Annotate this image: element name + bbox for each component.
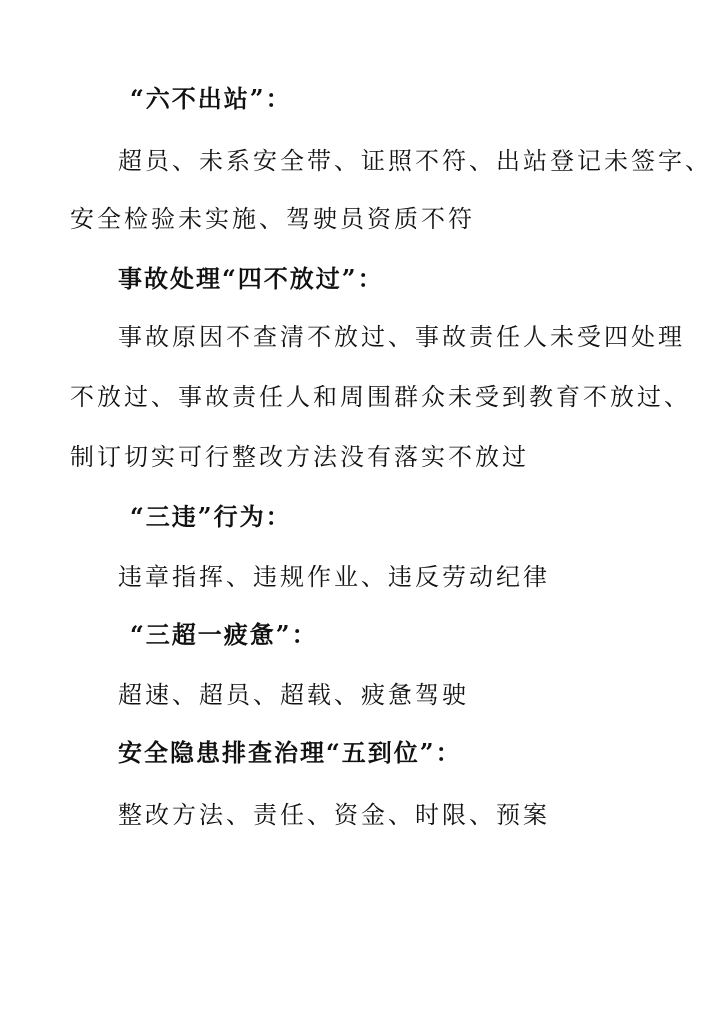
three-violations-heading: “三违”行为： xyxy=(130,502,292,531)
three-over-one-fatigue-body-line-1: 超速、超员、超载、疲惫驾驶 xyxy=(118,681,469,709)
five-in-place-heading: 安全隐患排查治理“五到位”： xyxy=(118,738,462,767)
six-no-departure-heading: “六不出站”： xyxy=(130,84,292,113)
six-no-departure-body-line-1: 超员、未系安全带、证照不符、出站登记未签字、 xyxy=(118,147,712,175)
four-no-let-go-body-line-1: 事故原因不查清不放过、事故责任人未受四处理 xyxy=(118,323,685,351)
five-in-place-body-line-1: 整改方法、责任、资金、时限、预案 xyxy=(118,801,550,829)
four-no-let-go-heading: 事故处理“四不放过”： xyxy=(118,264,384,293)
four-no-let-go-body-line-3: 制订切实可行整改方法没有落实不放过 xyxy=(70,443,529,471)
four-no-let-go-body-line-2: 不放过、事故责任人和周围群众未受到教育不放过、 xyxy=(70,383,691,411)
three-over-one-fatigue-heading: “三超一疲惫”： xyxy=(130,620,318,649)
three-violations-body-line-1: 违章指挥、违规作业、违反劳动纪律 xyxy=(118,563,550,591)
six-no-departure-body-line-2: 安全检验未实施、驾驶员资质不符 xyxy=(70,205,475,233)
